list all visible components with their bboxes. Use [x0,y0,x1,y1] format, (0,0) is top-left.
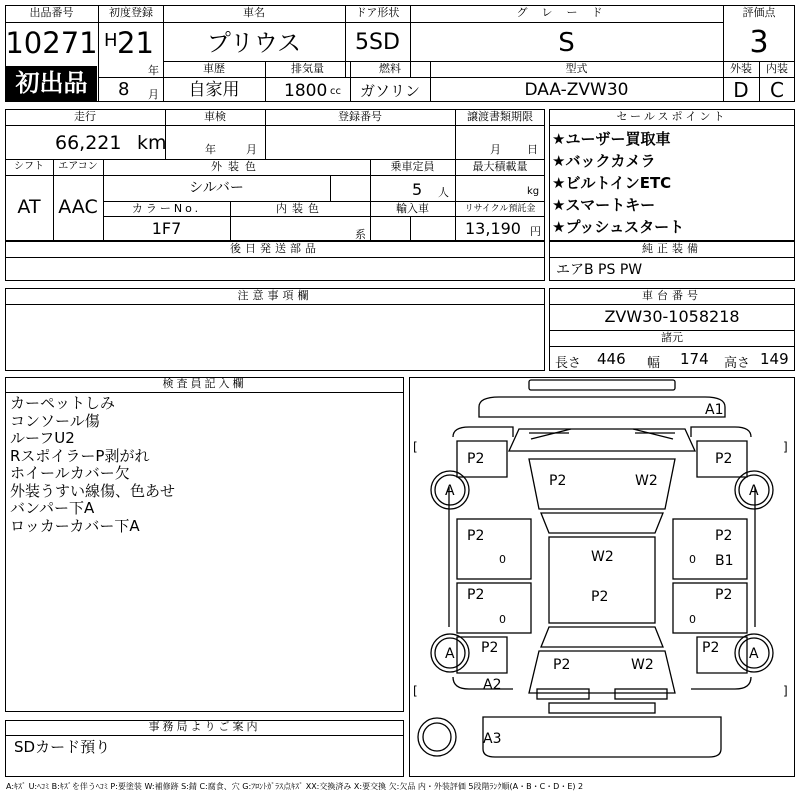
ext-color: シルバー [189,180,244,196]
model-label: 型式 [565,62,588,75]
mileage-label: 走行 [74,110,96,123]
inspection-month-unit: 月 [246,143,257,156]
bracket-fr: ] [783,440,788,454]
reg-month: 8 [118,79,130,100]
transfer-label: 譲渡書類期限 [467,110,533,123]
label-a-rr: A [749,646,759,662]
score-label: 評価点 [742,6,776,19]
inspector-note: ロッカーカバー下A [10,516,140,535]
width-label: 幅 [647,356,661,371]
sales-point-item: ★ユーザー買取車 [552,130,671,148]
inspector-label: 検査員記入欄 [162,377,247,390]
inspector-note: 外装うすい線傷、色あせ [10,481,176,500]
lot-number: 10271 [5,26,98,60]
exterior-grade: D [733,78,749,102]
displacement-label: 排気量 [291,62,324,75]
diagram-windshield [541,513,663,533]
label-0-lr-door: 0 [499,613,506,626]
shift-label: シフト [14,161,44,172]
width: 174 [680,350,709,368]
int-color-unit: 系 [355,228,366,241]
grade-label: グレード [516,6,617,19]
label-p2-lf-door: P2 [467,528,485,544]
label-w2-roof: W2 [591,549,614,565]
grade: S [558,28,575,58]
car-name-label: 車名 [243,6,265,19]
chassis-label: 車台番号 [642,289,702,302]
sales-points-list [552,130,792,236]
diagram-right-front-door [673,519,747,579]
exterior-label: 外装 [730,62,752,75]
diagram-front-bumper [479,397,725,417]
sales-point-item: ★ビルトインETC [552,174,672,192]
shift: AT [17,196,41,218]
import-label: 輸入車 [396,202,429,215]
label-p2-lr-door: P2 [467,587,485,603]
history-label: 車歴 [203,62,225,75]
height: 149 [760,350,789,368]
office-message: SDカード預り [14,738,111,756]
label-0-lf-door: 0 [499,553,506,566]
height-label: 高さ [724,356,751,371]
first-reg-label: 初度登録 [109,6,153,19]
label-p2-rr-door: P2 [715,587,733,603]
label-0-rr-door: 0 [689,613,696,626]
label-p2-lr-fender: P2 [481,640,499,656]
wheel-spare [418,718,456,756]
ext-color-label: 外装色 [211,160,262,173]
later-parts-label: 後日発送部品 [230,242,320,255]
inspector-note: ルーフU2 [10,429,75,447]
label-a-fr: A [749,483,759,499]
label-p2-rf-fender: P2 [715,451,733,467]
recycle-unit: 円 [530,225,541,238]
label-b1: B1 [715,553,734,569]
load-unit: kg [527,186,540,197]
label-w2-trunk: W2 [631,657,654,673]
diagram-rear-glass [541,627,663,647]
car-history: 自家用 [188,80,240,100]
transfer-month-unit: 月 [490,143,501,156]
recycle-label: リサイクル預託金 [464,204,536,214]
label-a-rl: A [445,646,455,662]
chassis-number: ZVW30-1058218 [604,307,740,326]
door-label: ドア形状 [355,6,400,19]
door-type: 5SD [355,30,400,55]
inspection-year-unit: 年 [205,143,216,156]
label-a3: A3 [483,731,502,747]
diagram-top-bar [529,380,675,390]
caution-label: 注意事項欄 [237,289,313,302]
sales-point-item: ★バックカメラ [552,152,656,170]
length: 446 [597,350,626,368]
diagram-bottom-bar [483,717,721,757]
inspector-notes [10,395,400,535]
capacity-label: 乗車定員 [390,160,435,173]
sales-point-item: ★スマートキー [552,196,656,214]
displacement: 1800 [284,81,328,101]
label-p2-rf-door: P2 [715,528,733,544]
genuine-equipment-label: 純正装備 [642,242,702,255]
era: H [104,30,118,51]
sales-point-item: ★プッシュスタート [552,218,685,236]
bracket-fl: [ [413,440,418,454]
legend: A:ｷｽﾞ U:ﾍｺﾐ B:ｷｽﾞを伴うﾍｺﾐ P:要塗装 W:補修跡 S:錆 C:腐食、穴 G:ﾌﾛﾝﾄｶﾞﾗｽ点ｷｽﾞ XX:交換済み X:要交換 欠:欠品 内・外装評価 5段階ﾗﾝｸ順(A・B・C・D・E) 2 [6,782,584,791]
car-diagram [409,377,795,777]
lot-number-label: 出品番号 [29,6,74,19]
genuine-equipment: エアB PS PW [556,262,643,278]
label-p2-rr-fender: P2 [702,640,720,656]
score: 3 [749,25,769,60]
recycle-fee: 13,190 [465,219,521,238]
label-a1: A1 [705,402,724,418]
label-p2-trunk: P2 [553,657,571,673]
label-a-fl: A [445,483,455,499]
load-label: 最大積載量 [472,160,528,173]
capacity-unit: 人 [438,186,449,199]
reg-number-label: 登録番号 [338,110,382,123]
diagram-windshield-top [509,429,695,451]
inspector-note: バンパー下A [10,499,95,517]
label-0-rf-door: 0 [689,553,696,566]
label-w2-hood: W2 [635,473,658,489]
inspector-note: カーペットしみ [10,394,116,412]
fuel: ガソリン [359,82,420,100]
capacity: 5 [412,180,423,199]
model-code: DAA-ZVW30 [524,80,629,100]
mileage-unit: km [137,132,167,154]
dimensions-label: 諸元 [661,331,683,344]
transfer-day-unit: 日 [527,143,538,156]
diagram-right-rear-door [673,583,747,633]
int-color-label: 内装色 [276,202,324,215]
label-p2-lf-fender: P2 [467,451,485,467]
sales-points-label: セールスポイント [616,110,728,123]
bracket-rr: ] [783,684,788,698]
label-a2: A2 [483,677,502,693]
inspection-label: 車検 [204,110,226,123]
color-no: 1F7 [151,219,182,238]
aircon: AAC [58,196,98,218]
car-name: プリウス [206,29,302,57]
inspector-note: ホイールカバー欠 [10,464,130,482]
aircon-label: エアコン [58,161,98,172]
interior-grade: C [770,78,784,102]
interior-label: 内装 [766,62,788,75]
inspector-note: RスポイラーP剥がれ [10,446,150,465]
label-p2-roof: P2 [591,589,609,605]
length-label: 長さ [555,356,582,371]
inspector-note: コンソール傷 [10,411,100,430]
bracket-rl: [ [413,684,418,698]
year-unit: 年 [148,64,159,77]
mileage: 66,221 [55,132,122,154]
displacement-unit: cc [330,86,341,97]
color-no-label: カラーNo. [131,202,202,215]
first-listing-text: 初出品 [15,69,88,97]
fuel-label: 燃料 [379,62,401,75]
reg-year: 21 [117,26,154,60]
month-unit: 月 [148,88,159,101]
office-label: 事務局よりご案内 [148,720,261,733]
label-p2-hood: P2 [549,473,567,489]
